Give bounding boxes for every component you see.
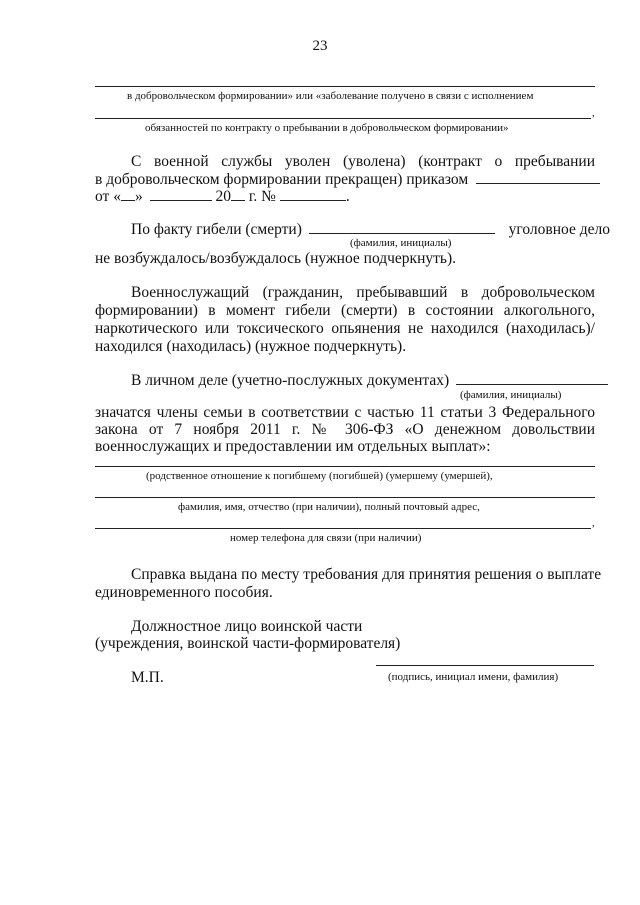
name-rule xyxy=(95,497,595,498)
order-number-period: . xyxy=(345,188,350,205)
para3-line4: находился (находилась) (нужное подчеркнуть). xyxy=(95,338,407,355)
signature-rule xyxy=(376,665,594,666)
personal-file-label: В личном деле (учетно-послужных документах) xyxy=(131,372,450,389)
para4-line2: значатся члены семьи в соответствии с частью 11 статьи 3 Федерального xyxy=(95,404,595,421)
relation-rule xyxy=(95,466,595,467)
para5-line1: Справка выдана по месту требования для принятия решения о выплате xyxy=(131,566,602,583)
phone-caption: номер телефона для связи (при наличии) xyxy=(230,532,422,544)
personal-file-name-blank xyxy=(456,370,608,385)
para5-line2: единовременного пособия. xyxy=(95,584,273,601)
phone-rule xyxy=(95,528,591,529)
deceased-name-blank xyxy=(309,219,495,234)
death-fact-label: По факту гибели (смерти) xyxy=(131,221,302,238)
page-number: 23 xyxy=(312,38,328,54)
name-caption: фамилия, имя, отчество (при наличии), полный почтовый адрес, xyxy=(178,501,480,513)
stamp-place: М.П. xyxy=(131,669,164,686)
header-rule-1 xyxy=(95,86,595,87)
order-number-blank xyxy=(280,186,346,201)
phone-rule-comma: , xyxy=(592,517,595,529)
date-close-quote: » xyxy=(134,188,143,205)
header-caption-1: в добровольческом формировании» или «заболевание получено в связи с исполнением xyxy=(127,90,534,102)
para4-line4: военнослужащих и предоставлении им отдельных выплат»: xyxy=(95,438,491,455)
para4-line3: закона от 7 ноября 2011 г. № 306-ФЗ «О денежном довольствии xyxy=(95,421,595,438)
para1-line2-text: в добровольческом формировании прекращен) приказом xyxy=(95,171,469,188)
relation-caption: (родственное отношение к погибшему (погибшей) (умершему (умершей), xyxy=(146,470,493,482)
official-title: Должностное лицо воинской части xyxy=(131,618,363,635)
signature-caption: (подпись, инициал имени, фамилия) xyxy=(388,671,559,683)
para1-line3 xyxy=(95,186,350,206)
date-open-quote: от « xyxy=(95,188,121,205)
header-caption-2: обязанностей по контракту о пребывании в добровольческом формировании» xyxy=(145,122,509,134)
para3-line1: Военнослужащий (гражданин, пребывавший в добровольческом xyxy=(131,284,595,301)
para3-line2: формировании) в момент гибели (смерти) в состоянии алкогольного, xyxy=(95,302,595,319)
para4-caption: (фамилия, инициалы) xyxy=(460,389,562,401)
day-blank xyxy=(121,186,135,201)
header-rule-2 xyxy=(95,118,591,119)
year-prefix: 20 xyxy=(215,188,231,205)
para4-line1 xyxy=(131,370,608,390)
order-blank xyxy=(476,169,600,184)
year-blank xyxy=(231,186,245,201)
para1-line1: С военной службы уволен (уволена) (контракт о пребывании xyxy=(131,153,595,170)
order-number-label: г. № xyxy=(248,188,276,205)
para2-caption: (фамилия, инициалы) xyxy=(350,237,452,249)
official-institution: (учреждения, воинской части-формирователя) xyxy=(95,635,401,652)
month-blank xyxy=(150,186,212,201)
para2-line2: не возбуждалось/возбуждалось (нужное подчеркнуть). xyxy=(95,250,457,267)
para3-line3: наркотического или токсического опьянения не находился (находилась)/ xyxy=(95,320,595,337)
criminal-case-label: уголовное дело xyxy=(508,221,610,238)
header-rule-2-comma: , xyxy=(592,107,595,119)
